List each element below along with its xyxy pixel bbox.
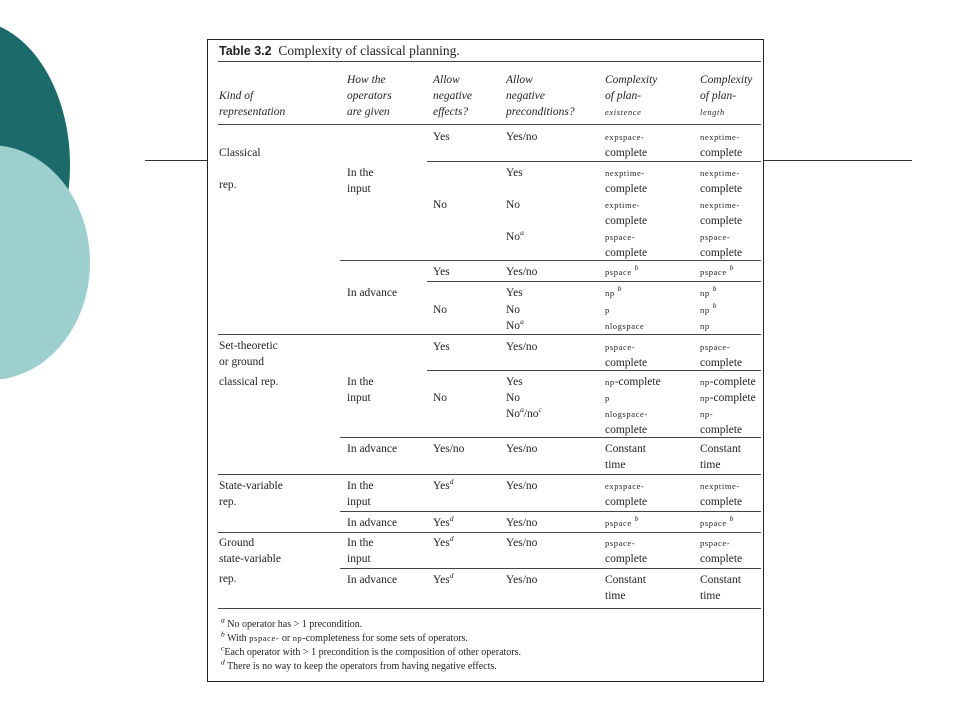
cell-no: No (506, 199, 521, 211)
footnote-d: $^d$ There is no way to keep the operators from having negative effects. (221, 657, 497, 672)
header-kind: Kind of representation (219, 90, 286, 118)
cell-pspace-b: pspace $^b$ (605, 514, 639, 528)
footnote-b: $^b$ With pspace- or np-completeness for some sets of operators. (221, 629, 468, 644)
cell-yes-no: Yes/no (506, 443, 538, 455)
cell-yes-no: Yes/no (506, 341, 538, 353)
cell-yes: Yes (433, 341, 450, 353)
cell-yes-d: Yes$^d$ (433, 571, 454, 586)
cell-no-a: No$^a$ (506, 317, 524, 332)
decorative-light-circle (0, 145, 90, 380)
kind-classical: Classical rep. (219, 147, 261, 191)
header-operators: How the operators are given (347, 74, 392, 118)
cell-yes-no: Yes/no (506, 537, 538, 549)
cell-nlogspace: nlogspace (605, 321, 645, 331)
cell-nexptime-complete: nexptime- complete (605, 168, 648, 195)
rule-classical-3 (427, 281, 761, 282)
cell-expspace-complete: expspace- complete (605, 481, 648, 508)
cell-yes-no: Yes/no (506, 517, 538, 529)
rule-state-1 (340, 511, 761, 512)
cell-yes: Yes (506, 287, 523, 299)
cell-no: No (433, 392, 448, 404)
rule-classical-2 (340, 260, 761, 261)
cell-yes: Yes (433, 266, 450, 278)
cell-constant-time: Constant time (605, 574, 646, 602)
cell-constant-time: Constant time (700, 443, 741, 471)
cell-np-b: np $^b$ (700, 284, 717, 298)
cell-yes-no: Yes/no (506, 266, 538, 278)
cell-pspace-complete: pspace- complete (605, 538, 648, 565)
cell-nexptime-complete: nexptime- complete (700, 481, 743, 508)
cell-nexptime-complete: nexptime- complete (700, 168, 743, 195)
cell-np-b: np $^b$ (605, 284, 622, 298)
header-negative-effects: Allow negative effects? (433, 74, 472, 118)
cell-pspace-complete: pspace- complete (700, 342, 743, 369)
rule-header (218, 124, 761, 125)
cell-constant-time: Constant time (700, 574, 741, 602)
rule-classical-1 (427, 161, 761, 162)
cell-expspace-complete: expspace- complete (605, 132, 648, 159)
cell-constant-time: Constant time (605, 443, 646, 471)
kind-state-variable: State-variable rep. (219, 480, 283, 508)
cell-np: np (700, 321, 710, 331)
rule-set-2 (340, 437, 761, 438)
cell-yes-d: Yes$^d$ (433, 477, 454, 492)
cell-np-complete-p-nlogspace: np-complete p nlogspace- complete (605, 376, 661, 436)
footnote-a: $^a$ No operator has > 1 precondition. (221, 615, 363, 630)
table-scan-image (207, 39, 764, 682)
cell-yes-d: Yes$^d$ (433, 514, 454, 529)
operators-in-advance: In advance (347, 517, 398, 529)
cell-nexptime-complete: nexptime- complete (700, 200, 743, 227)
footnote-c: $^c$Each operator with > 1 precondition is the composition of other operators. (221, 643, 522, 658)
cell-yes: Yes (506, 167, 523, 179)
rule-section-2 (218, 474, 761, 475)
cell-pspace-b: pspace $^b$ (700, 263, 734, 277)
kind-set-theoretic: Set-theoretic or ground classical rep. (219, 340, 279, 388)
operators-in-advance: In advance (347, 574, 398, 586)
operators-in-advance: In advance (347, 287, 398, 299)
cell-nexptime-complete: nexptime- complete (700, 132, 743, 159)
operators-in-the-input: In the input (347, 376, 374, 404)
cell-no: No (433, 304, 448, 316)
cell-yes: Yes (433, 131, 450, 143)
cell-no-a: No$^a$ (506, 228, 524, 243)
cell-yes-no-noac: Yes No $No^a/no^c$ (506, 376, 542, 420)
cell-np-b: np $^b$ (700, 301, 717, 315)
cell-pspace-complete: pspace- complete (700, 538, 743, 565)
cell-pspace-complete: pspace- complete (700, 232, 743, 259)
rule-section-1 (218, 334, 761, 335)
cell-np-complete-np-complete-np: np-complete np-complete np- complete (700, 376, 756, 436)
operators-in-the-input: In the input (347, 537, 374, 565)
cell-pspace-b: pspace $^b$ (700, 514, 734, 528)
header-plan-length: Complexity of plan- length (700, 74, 753, 117)
cell-exptime-complete: exptime- complete (605, 200, 648, 227)
cell-yes-no: Yes/no (433, 443, 465, 455)
cell-pspace-b: pspace $^b$ (605, 263, 639, 277)
operators-in-the-input: In the input (347, 167, 374, 195)
cell-pspace-complete: pspace- complete (605, 232, 648, 259)
cell-no: No (433, 199, 448, 211)
rule-set-1 (427, 370, 761, 371)
decorative-line-left (145, 160, 207, 161)
cell-yes-no: Yes/no (506, 480, 538, 492)
rule-top (218, 61, 761, 62)
cell-yes-d: Yes$^d$ (433, 534, 454, 549)
cell-yes-no: Yes/no (506, 131, 538, 143)
header-negative-preconditions: Allow negative preconditions? (506, 74, 575, 118)
table-title (219, 43, 460, 59)
rule-bottom (218, 608, 761, 609)
cell-p: p (605, 305, 610, 315)
rule-ground-1 (340, 568, 761, 569)
rule-section-3 (218, 532, 761, 533)
table-caption: Complexity of classical planning. (278, 43, 460, 58)
header-plan-existence: Complexity of plan- existence (605, 74, 658, 117)
operators-in-the-input: In the input (347, 480, 374, 508)
table-label: Table 3.2 (219, 44, 272, 58)
kind-ground-state-variable: Ground state-variable rep. (219, 537, 281, 585)
cell-yes-no: Yes/no (506, 574, 538, 586)
cell-pspace-complete: pspace- complete (605, 342, 648, 369)
decorative-line-right (762, 160, 912, 161)
cell-no: No (506, 304, 521, 316)
operators-in-advance: In advance (347, 443, 398, 455)
